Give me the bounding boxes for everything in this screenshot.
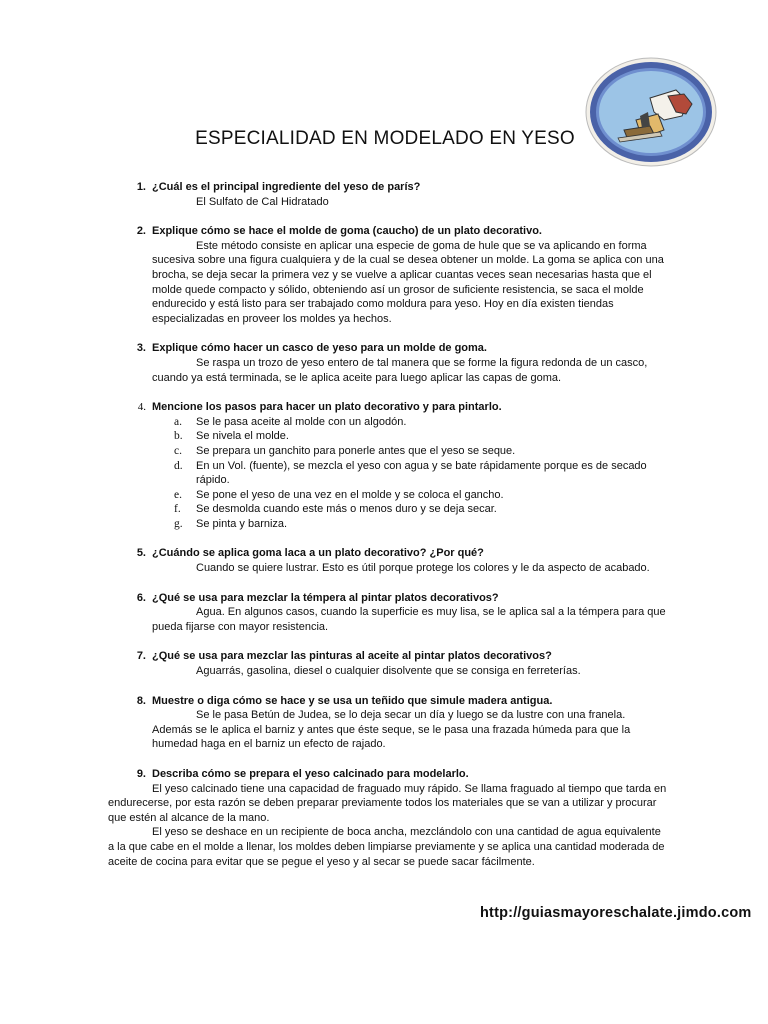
page-title: ESPECIALIDAD EN MODELADO EN YESO (195, 128, 575, 149)
answer-text: Se le pasa Betún de Judea, se lo deja secar un día y luego se da lustre con una franela. Además se le aplica el barniz y antes que éste seque, se le pasa una frazada húmeda para que la humedad haga en el barniz un efecto de rajado. (152, 709, 631, 751)
question-number: 7. (136, 650, 146, 663)
question-4 (108, 400, 668, 531)
plaster-modeling-badge-icon (584, 56, 718, 168)
question-text: Explique cómo hacer un casco de yeso para un molde de goma. (152, 342, 487, 355)
step-letter: g. (174, 517, 183, 530)
answer-text: Se raspa un trozo de yeso entero de tal manera que se forme la figura redonda de un casco, cuando ya está terminada, se le aplica aceite para luego aplicar las capas de goma. (152, 356, 648, 384)
step-text: Se pone el yeso de una vez en el molde y se coloca el gancho. (196, 488, 504, 501)
step-letter: e. (174, 488, 182, 501)
question-text: Muestre o diga cómo se hace y se usa un teñido que simule madera antigua. (152, 694, 553, 707)
question-6 (108, 591, 668, 635)
question-9 (108, 767, 668, 869)
question-number: 6. (136, 591, 146, 604)
answer-text: El Sulfato de Cal Hidratado (196, 195, 329, 208)
step-letter: c. (174, 444, 182, 457)
answer-text: Cuando se quiere lustrar. Esto es útil porque protege los colores y le da aspecto de acabado. (196, 562, 650, 575)
answer-text: Agua. En algunos casos, cuando la superficie es muy lisa, se le aplica sal a la témpera para que pueda fijarse con mayor resistencia. (152, 606, 666, 633)
question-text: ¿Qué se usa para mezclar las pinturas al aceite al pintar platos decorativos? (152, 650, 552, 663)
step-item (108, 444, 668, 459)
question-5 (108, 546, 668, 575)
step-letter: d. (174, 459, 183, 472)
question-number: 1. (136, 181, 146, 193)
step-letter: f. (174, 503, 181, 516)
answer-text: Aguarrás, gasolina, diesel o cualquier disolvente que se consiga en ferreterías. (196, 665, 581, 678)
question-text: ¿Cuándo se aplica goma laca a un plato decorativo? ¿Por qué? (152, 547, 484, 560)
step-item (108, 459, 668, 488)
answer-text: El yeso calcinado tiene una capacidad de fraguado muy rápido. Se llama fraguado al tiempo que tarda en endurecerse, por esta razón se deben preparar previamente todos los materiales que se van a utilizar y procurar que estén al alcance de la mano. (108, 782, 667, 824)
question-8 (108, 694, 668, 752)
question-number: 4. (137, 401, 146, 414)
step-text: Se pinta y barniza. (196, 517, 288, 530)
question-3 (108, 341, 668, 385)
step-letter: b. (174, 430, 183, 443)
question-text: Describa cómo se prepara el yeso calcinado para modelarlo. (152, 768, 469, 780)
question-7 (108, 649, 668, 678)
step-text: En un Vol. (fuente), se mezcla el yeso con agua y se bate rápidamente porque es de secado rápido. (196, 459, 647, 487)
step-text: Se le pasa aceite al molde con un algodón. (196, 415, 407, 428)
footer-url-link[interactable]: http://guiasmayoreschalate.jimdo.com (480, 905, 752, 921)
step-item (108, 429, 668, 444)
step-item (108, 502, 668, 517)
step-item (108, 517, 668, 532)
question-text: ¿Cuál es el principal ingrediente del yeso de parís? (152, 181, 421, 193)
question-text: Mencione los pasos para hacer un plato decorativo y para pintarlo. (152, 401, 502, 414)
question-2 (108, 224, 668, 326)
answer-text: El yeso se deshace en un recipiente de boca ancha, mezclándolo con una cantidad de agua equivalente a la que cabe en el molde a llenar, los moldes deben limpiarse previamente y se aplica una cantidad moderada de aceite de cocina para evitar que se pegue el yeso y al secar se puede sacar fácilmente. (108, 826, 665, 868)
answer-text: Este método consiste en aplicar una especie de goma de hule que se va aplicando en forma sucesiva sobre una figura cualquiera y de la cual se desea obtener un molde. La goma se aplica con una brocha, se deja secar la primera vez y se vuelve a aplicar cuantas veces sean necesarias hasta que el molde quede compacto y sólido, obteniendo así un grosor de suficiente resistencia, se saca el molde endurecido y está listo para ser trabajado como moldura para yeso. Hoy en día existen tiendas especializadas en proveer los moldes ya hechos. (152, 239, 664, 325)
question-number: 3. (136, 342, 146, 355)
step-text: Se desmolda cuando este más o menos duro y se deja secar. (196, 503, 497, 516)
step-item (108, 488, 668, 503)
question-number: 8. (136, 694, 146, 707)
step-text: Se prepara un ganchito para ponerle antes que el yeso se seque. (196, 444, 516, 457)
step-text: Se nivela el molde. (196, 430, 289, 443)
question-list (108, 180, 668, 884)
question-number: 2. (136, 225, 146, 238)
question-1 (108, 180, 668, 209)
question-text: Explique cómo se hace el molde de goma (caucho) de un plato decorativo. (152, 225, 542, 238)
steps-list (108, 415, 668, 532)
step-letter: a. (174, 415, 182, 428)
question-number: 5. (136, 547, 146, 560)
question-number: 9. (136, 768, 146, 780)
question-text: ¿Qué se usa para mezclar la témpera al pintar platos decorativos? (152, 591, 499, 604)
step-item (108, 415, 668, 430)
